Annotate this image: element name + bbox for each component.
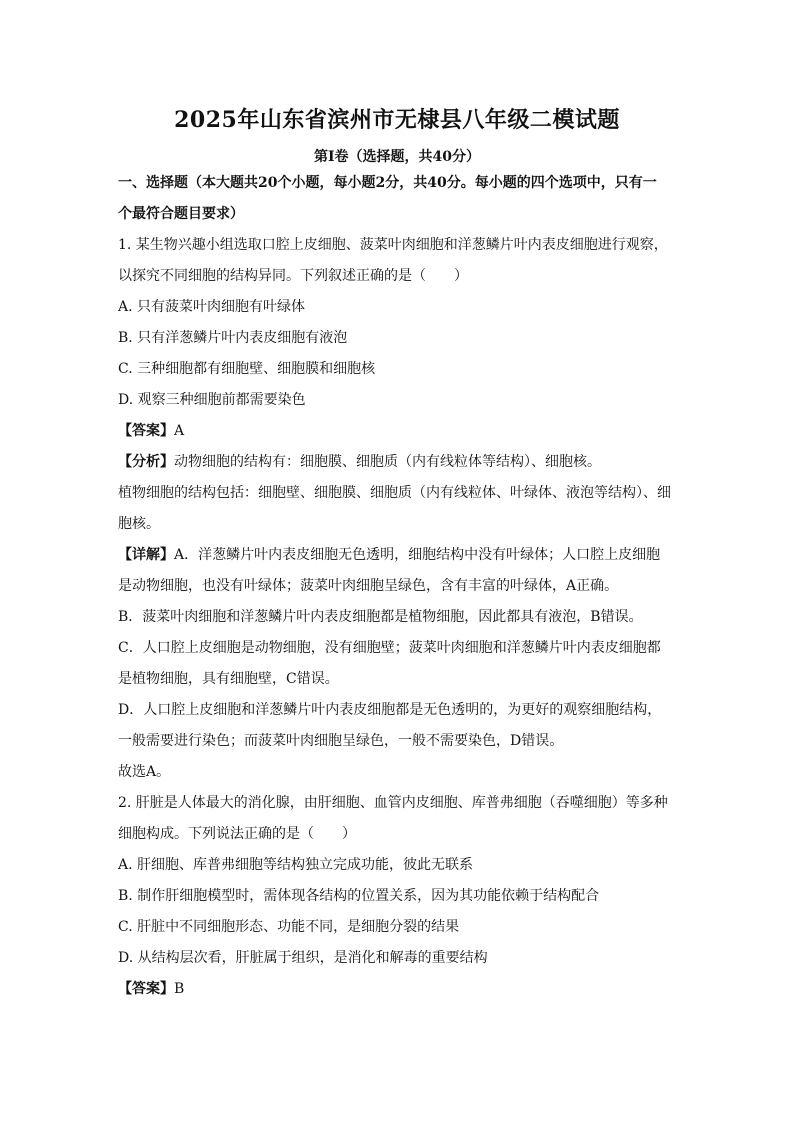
question-2-answer bbox=[118, 974, 676, 1005]
question-2-option-a: A. 肝细胞、库普弗细胞等结构独立完成功能，彼此无联系 bbox=[118, 857, 474, 873]
question-1-analysis-line-2: 植物细胞的结构包括：细胞壁、细胞膜、细胞质（内有线粒体、叶绿体、液泡等结构）、细 bbox=[118, 485, 671, 501]
question-1-detail-line-2: 是动物细胞，也没有叶绿体；菠菜叶肉细胞呈绿色，含有丰富的叶绿体，A正确。 bbox=[118, 578, 619, 594]
question-1-option-c: C. 三种细胞都有细胞壁、细胞膜和细胞核 bbox=[118, 361, 376, 377]
question-1-answer bbox=[118, 416, 676, 447]
answer-tag: 【答案】 bbox=[118, 981, 174, 997]
question-1-option-b: B. 只有洋葱鳞片叶内表皮细胞有液泡 bbox=[118, 330, 348, 346]
answer-value: B bbox=[174, 981, 185, 997]
answer-tag: 【答案】 bbox=[118, 423, 174, 439]
section-subtitle: 第Ⅰ卷（选择题，共40分） bbox=[313, 149, 481, 165]
question-1-conclusion: 故选A。 bbox=[118, 764, 171, 780]
section-heading-line-1: 一、选择题（本大题共20个小题，每小题2分，共40分。每小题的四个选项中，只有一 bbox=[118, 175, 657, 191]
question-1-stem-line-2: 以探究不同细胞的结构异同。下列叙述正确的是（ ） bbox=[118, 268, 468, 284]
analysis-text: 动物细胞的结构有：细胞膜、细胞质（内有线粒体等结构）、细胞核。 bbox=[174, 454, 601, 470]
question-1-detail-line-4: C．人口腔上皮细胞是动物细胞，没有细胞壁；菠菜叶肉细胞和洋葱鳞片叶内表皮细胞都 bbox=[118, 640, 661, 656]
question-1-option-a: A. 只有菠菜叶肉细胞有叶绿体 bbox=[118, 299, 306, 315]
question-2-option-d: D. 从结构层次看，肝脏属于组织，是消化和解毒的重要结构 bbox=[118, 950, 488, 966]
page-title: 2025年山东省滨州市无棣县八年级二模试题 bbox=[174, 107, 620, 133]
question-1-analysis-line-3: 胞核。 bbox=[118, 516, 160, 532]
question-1-analysis-line-1 bbox=[118, 447, 676, 478]
question-2-option-c: C. 肝脏中不同细胞形态、功能不同，是细胞分裂的结果 bbox=[118, 919, 460, 935]
question-1-stem-line-1: 1. 某生物兴趣小组选取口腔上皮细胞、菠菜叶肉细胞和洋葱鳞片叶内表皮细胞进行观察， bbox=[118, 237, 668, 253]
question-2-stem-line-1: 2. 肝脏是人体最大的消化腺，由肝细胞、血管内皮细胞、库普弗细胞（吞噬细胞）等多种 bbox=[118, 795, 668, 811]
section-heading-line-2: 个最符合题目要求） bbox=[118, 206, 244, 222]
question-1-detail-line-5: 是植物细胞，具有细胞壁，C错误。 bbox=[118, 671, 339, 687]
question-2-option-b: B. 制作肝细胞模型时，需体现各结构的位置关系，因为其功能依赖于结构配合 bbox=[118, 888, 600, 904]
question-2-stem-line-2: 细胞构成。下列说法正确的是（ ） bbox=[118, 826, 356, 842]
question-1-option-d: D. 观察三种细胞前都需要染色 bbox=[118, 392, 306, 408]
question-1-detail-line-6: D．人口腔上皮细胞和洋葱鳞片叶内表皮细胞都是无色透明的，为更好的观察细胞结构， bbox=[118, 702, 662, 718]
question-1-detail-line-1 bbox=[118, 540, 676, 571]
question-1-detail-line-7: 一般需要进行染色；而菠菜叶肉细胞呈绿色，一般不需要染色，D错误。 bbox=[118, 733, 564, 749]
detail-tag: 【详解】 bbox=[118, 547, 174, 563]
answer-value: A bbox=[174, 423, 185, 439]
question-1-detail-line-3: B．菠菜叶肉细胞和洋葱鳞片叶内表皮细胞都是植物细胞，因此都具有液泡，B错误。 bbox=[118, 609, 643, 625]
analysis-tag: 【分析】 bbox=[118, 454, 174, 470]
detail-text: A．洋葱鳞片叶内表皮细胞无色透明，细胞结构中没有叶绿体；人口腔上皮细胞 bbox=[174, 547, 661, 563]
document-body bbox=[118, 168, 676, 1005]
